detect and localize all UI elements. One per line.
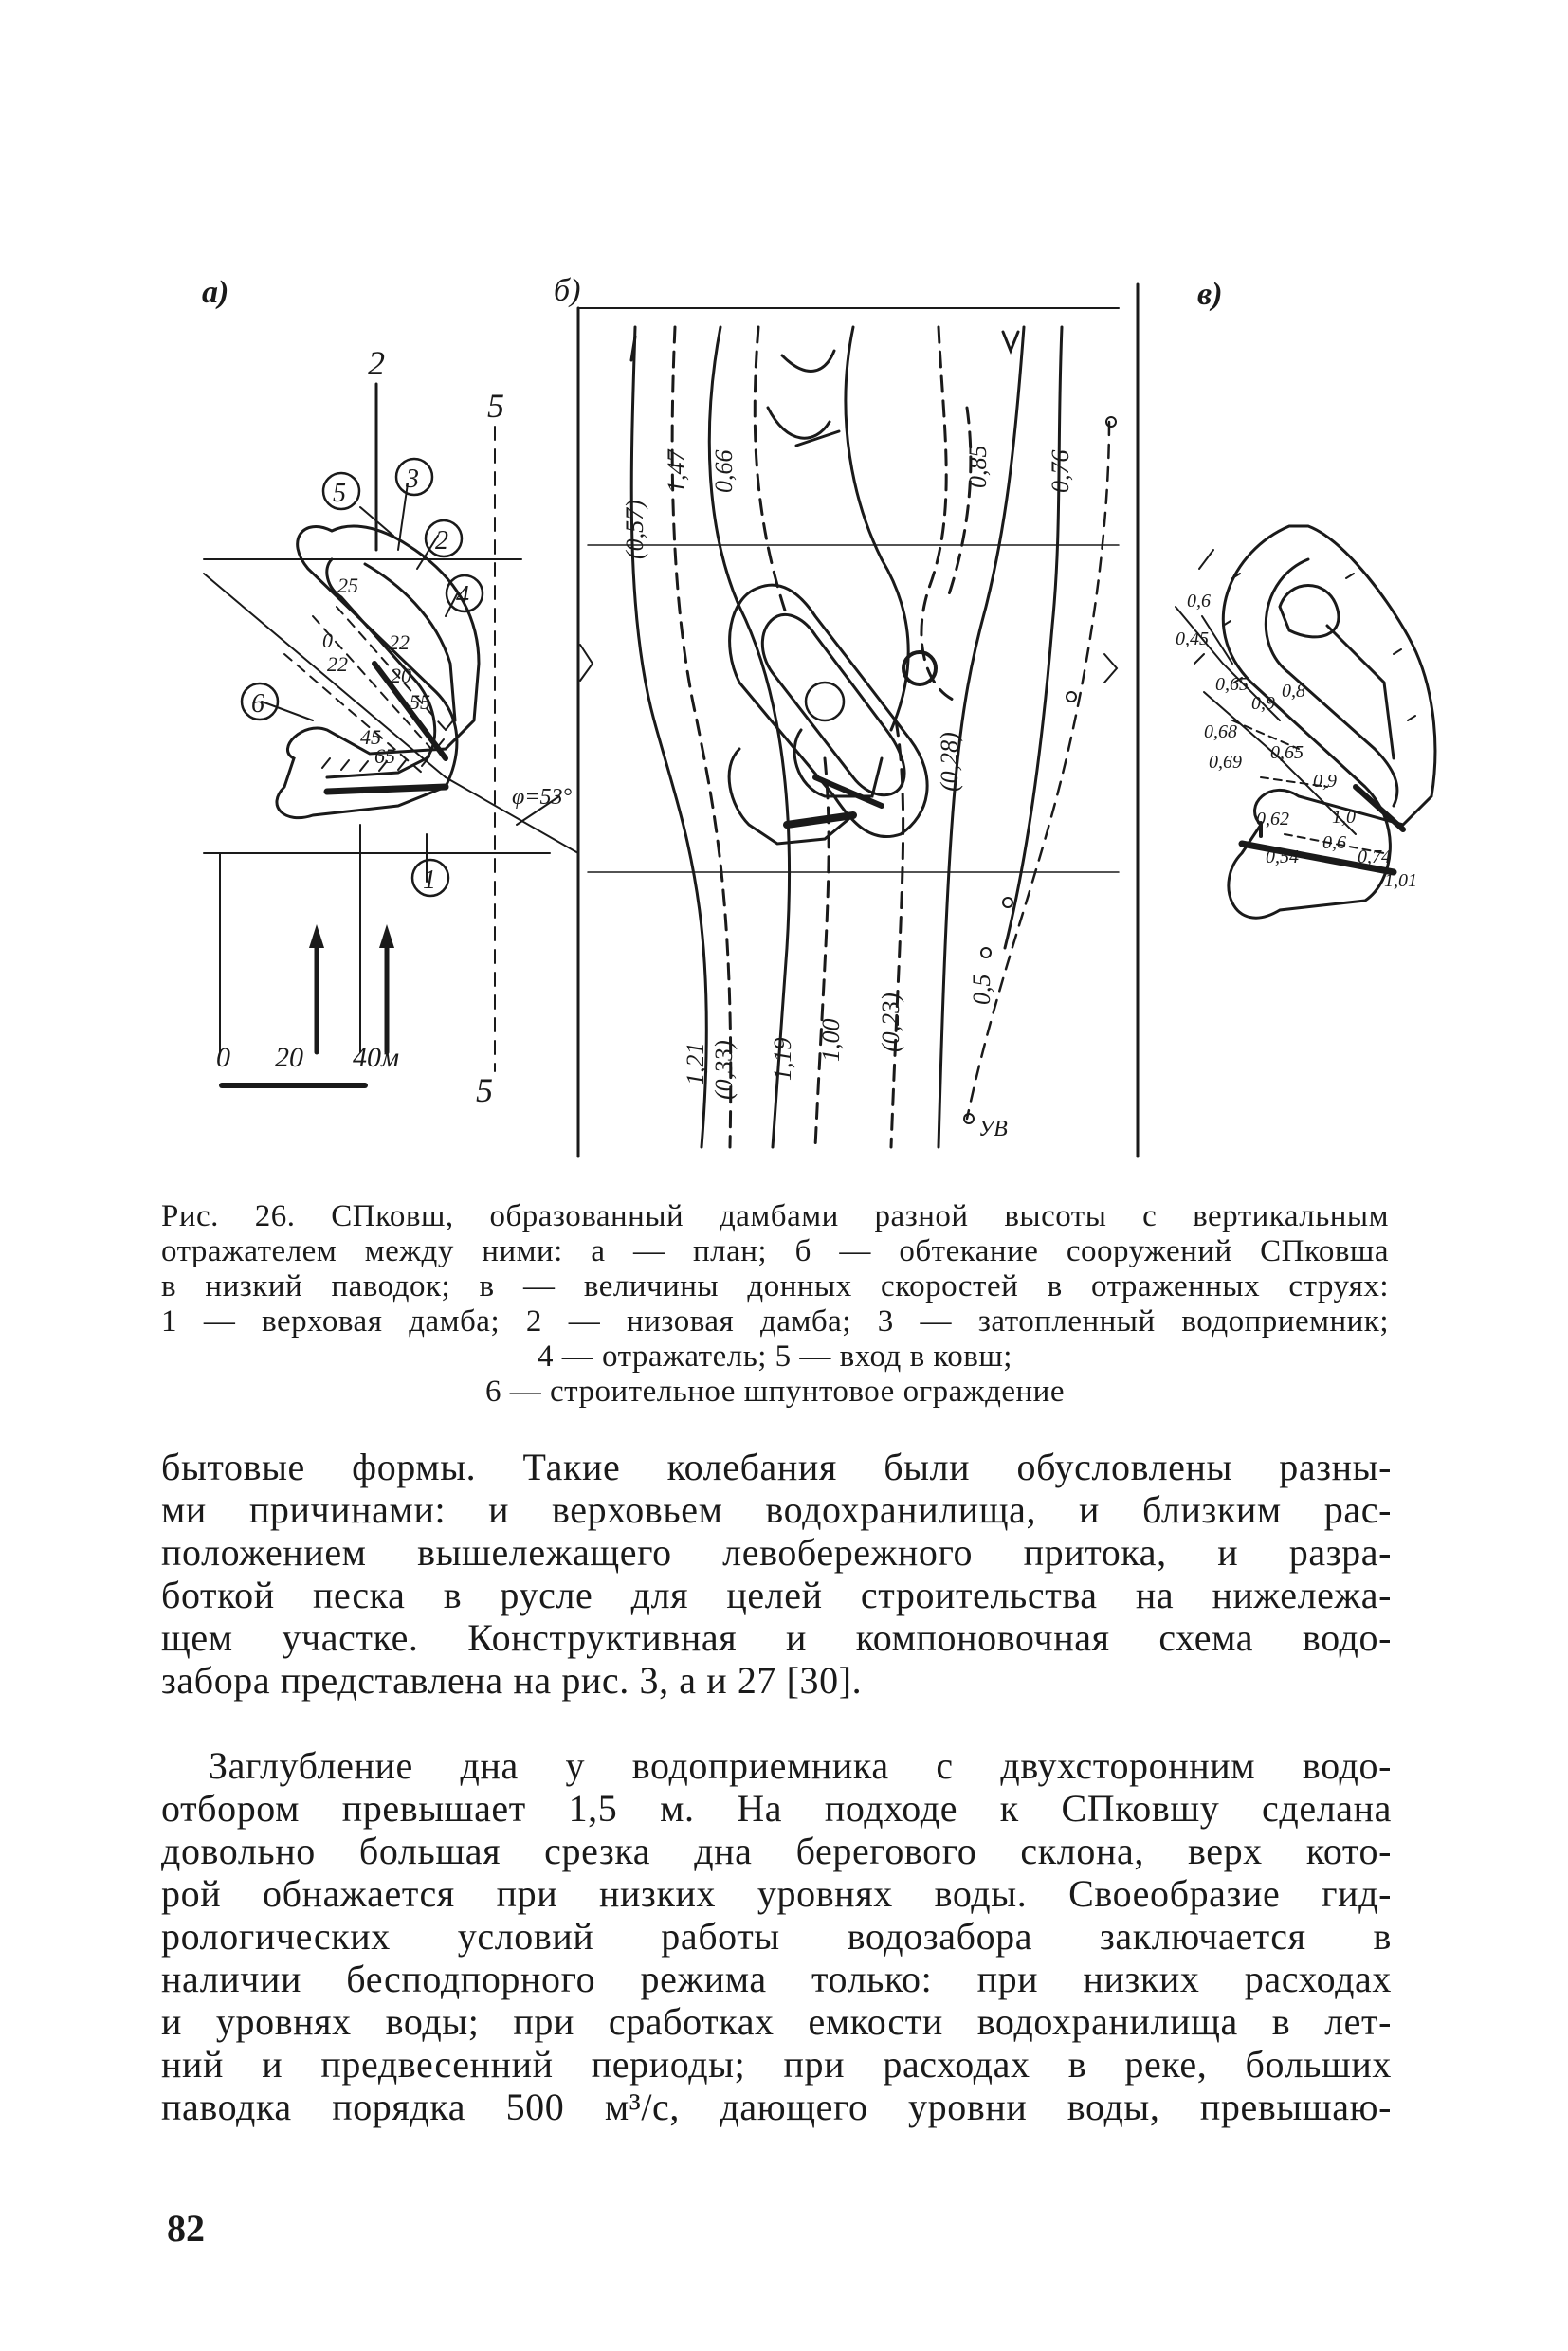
label-v-045: 0,45	[1176, 629, 1209, 649]
label-076: 0,76	[1047, 449, 1074, 493]
label-num-2-circ: 2	[435, 526, 448, 556]
figure-caption	[161, 1199, 1389, 1410]
label-v-074: 0,74	[1358, 847, 1391, 867]
label-033: (0,33)	[710, 1040, 738, 1100]
label-v-068: 0,68	[1204, 721, 1237, 742]
p1-line-5: щем участке. Конструктивная и компоновочная схема водо-	[161, 1616, 1392, 1659]
caption-line-4: 1 — верховая дамба; 2 — низовая дамба; 3 — затопленный водоприемник;	[161, 1304, 1389, 1339]
label-121: 1,21	[682, 1042, 709, 1085]
p1-line-4: боткой песка в русле для целей строительства на нижележа-	[161, 1574, 1392, 1616]
label-085: 0,85	[964, 445, 992, 488]
label-119: 1,19	[769, 1037, 796, 1081]
panel-a-plan	[204, 384, 578, 1085]
panel-label-a: а)	[202, 275, 229, 310]
p1-line-6: забора представлена на рис. 3, а и 27 [30].	[161, 1659, 863, 1702]
panel-label-b: б)	[554, 273, 581, 308]
label-v-08: 0,8	[1282, 681, 1305, 702]
label-top-2: 2	[368, 344, 385, 382]
p1-line-2: ми причинами: и верховьем водохранилища, и близким рас-	[161, 1488, 1392, 1531]
label-v-065: 0,65	[1215, 674, 1249, 695]
page-number: 82	[167, 2207, 205, 2250]
label-num-4-circ: 4	[456, 581, 469, 611]
caption-line-2: отражателем между ними: а — план; б — обтекание сооружений СПковша	[161, 1234, 1389, 1268]
label-v-101: 1,01	[1384, 870, 1417, 891]
p2-line-2: отбором превышает 1,5 м. На подходе к СПковшу сделана	[161, 1787, 1392, 1830]
label-depth-20: 20	[391, 664, 411, 687]
p1-line-1: бытовые формы. Такие колебания были обусловлены разны-	[161, 1446, 1392, 1488]
p2-line-3: довольно большая срезка дна берегового склона, верх кото-	[161, 1830, 1392, 1872]
label-num-3-circ: 3	[406, 465, 419, 494]
label-v-069: 0,69	[1209, 752, 1242, 773]
label-v-054: 0,54	[1266, 847, 1299, 867]
label-05: 0,5	[968, 974, 995, 1005]
caption-line-5: 4 — отражатель; 5 — вход в ковш;	[538, 1340, 1012, 1374]
p2-line-1: Заглубление дна у водоприемника с двухсторонним водо-	[209, 1744, 1392, 1787]
label-v-09: 0,9	[1251, 693, 1275, 714]
label-num-5-circ: 5	[333, 479, 346, 508]
p1-line-3: положением вышележащего левобережного притока, и разра-	[161, 1531, 1392, 1574]
label-uv: УВ	[978, 1117, 1008, 1141]
label-depth-22: 22	[327, 652, 348, 676]
label-057: (0,57)	[621, 500, 648, 559]
panel-b-flow	[578, 284, 1138, 1157]
p2-line-6: наличии бесподпорного режима только: при низких расходах	[161, 1958, 1392, 2000]
label-v-062: 0,62	[1256, 809, 1289, 829]
p2-line-4: рой обнажается при низких уровнях воды. Своеобразие гид-	[161, 1872, 1392, 1915]
label-v-10: 1,0	[1332, 807, 1356, 828]
scale-20: 20	[275, 1042, 303, 1073]
label-023: (0,23)	[877, 993, 904, 1052]
label-top-5: 5	[487, 387, 504, 425]
label-num-1-circ: 1	[423, 866, 436, 895]
label-angle: φ=53°	[512, 785, 573, 810]
label-v-09b: 0,9	[1313, 771, 1337, 792]
label-v-06: 0,6	[1187, 591, 1211, 611]
paragraph-1	[161, 1446, 1392, 1702]
p2-line-5: рологических условий работы водозабора заключается в	[161, 1915, 1392, 1958]
label-v-06b: 0,6	[1322, 832, 1346, 853]
caption-line-1: Рис. 26. СПковш, образованный дамбами разной высоты с вертикальным	[161, 1199, 1389, 1233]
label-v-065b: 0,65	[1270, 742, 1304, 763]
label-depth-65: 65	[374, 744, 395, 768]
label-num-6-circ: 6	[251, 689, 264, 719]
label-depth-22b: 22	[389, 630, 410, 654]
label-066: 0,66	[710, 449, 738, 493]
label-depth-45: 45	[360, 725, 381, 749]
label-147: 1,47	[663, 449, 690, 493]
p2-line-9: паводка порядка 500 м³/с, дающего уровни воды, превышаю-	[161, 2086, 1392, 2128]
label-depth-25: 25	[337, 574, 358, 597]
p2-line-8: ний и предвесенний периоды; при расходах в реке, больших	[161, 2043, 1392, 2086]
scale-40m: 40м	[353, 1042, 400, 1073]
paragraph-2	[161, 1744, 1392, 2128]
panel-label-v: в)	[1197, 277, 1223, 312]
scale-0: 0	[216, 1042, 230, 1073]
label-depth-0: 0	[322, 629, 333, 652]
label-depth-55: 55	[410, 690, 430, 714]
label-100: 1,00	[817, 1018, 845, 1062]
caption-line-3: в низкий паводок; в — величины донных скоростей в отраженных струях:	[161, 1269, 1389, 1303]
label-bottom-5: 5	[476, 1071, 493, 1109]
label-028: (0,28)	[936, 732, 963, 792]
p2-line-7: и уровнях воды; при сработках емкости водохранилища в лет-	[161, 2000, 1392, 2043]
caption-line-6: 6 — строительное шпунтовое ограждение	[485, 1375, 1065, 1409]
